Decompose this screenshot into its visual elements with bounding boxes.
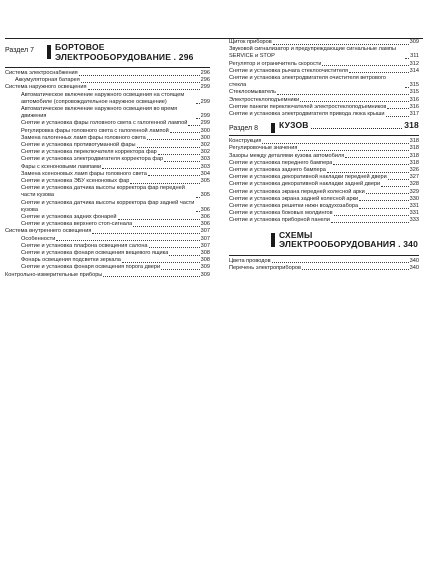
toc-entry[interactable] (229, 167, 419, 174)
toc-entry[interactable] (5, 264, 210, 271)
toc-entry-title: Система электроснабжения (5, 70, 78, 76)
section-7-title-line2: ЭЛЕКТРООБОРУДОВАНИЕ (55, 51, 172, 62)
dot-leader (387, 108, 408, 109)
dot-leader (196, 197, 200, 198)
toc-entry[interactable] (229, 174, 419, 181)
toc-entry[interactable] (229, 153, 419, 160)
dot-leader (164, 161, 199, 162)
dot-leader (386, 116, 409, 117)
toc-entry-page: 318 (409, 145, 419, 152)
dot-leader (388, 179, 409, 180)
toc-entry-title: Электростеклоподъемники (229, 96, 300, 103)
dot-leader (92, 233, 199, 234)
dot-leader (88, 89, 200, 90)
toc-entry-page: 306 (200, 206, 210, 213)
toc-entry[interactable] (5, 156, 210, 163)
toc-entry[interactable] (5, 171, 210, 178)
toc-entry-title: Автоматическое включение наружного освещения во время движения (21, 106, 178, 120)
dot-leader (359, 208, 409, 209)
dot-leader (334, 215, 409, 216)
toc-entry-title: Снятие панели переключателей электростеклоподъемников (229, 103, 387, 110)
toc-entry-page: 302 (200, 142, 210, 149)
toc-list (229, 39, 419, 118)
toc-entry[interactable] (5, 272, 210, 279)
dot-leader (103, 276, 199, 277)
toc-entry-page: 307 (200, 228, 210, 235)
toc-entry-title: Снятие и установка переднего бампера (229, 159, 333, 166)
toc-entry[interactable] (5, 164, 210, 171)
section-7-label: Раздел 7 (5, 47, 34, 54)
section-8-label: Раздел 8 (229, 125, 258, 133)
toc-entry[interactable] (5, 250, 210, 257)
toc-entry-title: Перечень электроприборов (229, 264, 301, 271)
toc-entry-title: Система наружного освещения (5, 84, 87, 91)
toc-entry-page: 308 (200, 257, 210, 264)
dot-leader (148, 175, 200, 176)
toc-entry[interactable] (5, 84, 210, 91)
dot-leader (300, 101, 408, 102)
toc-entry-title: Звуковой сигнализатор и предупреждающие сигнальные лампы SERVICE и STOP (229, 46, 396, 60)
toc-list (5, 70, 210, 279)
section-marker (271, 123, 275, 133)
toc-entry-page: 309 (409, 39, 419, 45)
toc-entry-page: 316 (409, 103, 419, 110)
dot-leader (333, 164, 408, 165)
section-8-title (279, 121, 419, 131)
toc-entry[interactable] (229, 181, 419, 188)
toc-entry-page: 311 (410, 53, 419, 60)
section-7-rule (5, 67, 210, 68)
toc-entry-title: Стеклоомыватель (229, 89, 277, 96)
dot-leader (345, 157, 408, 158)
toc-entry-page: 309 (200, 264, 210, 271)
dot-leader (161, 269, 200, 270)
toc-entry-page: 307 (200, 242, 210, 249)
section-8-header (229, 121, 419, 133)
toc-entry-title: Снятие и установка решетки нижн воздухозабора (229, 203, 359, 210)
toc-entry-page: 331 (409, 203, 419, 210)
toc-entry-title: Снятие и установка датчика высоты корректора фар передней части кузова (21, 185, 185, 199)
toc-entry-title: Снятие и установка ЭБУ ксеноновых фар (21, 178, 130, 185)
toc-entry[interactable] (229, 189, 419, 196)
toc-entry[interactable] (5, 149, 210, 156)
toc-list (229, 258, 419, 272)
toc-entry[interactable] (5, 142, 210, 149)
toc-entry-page: 299 (200, 84, 210, 91)
toc-entry-title: Регулировка фары головного света с галогенной лампой (21, 127, 169, 134)
dot-leader (359, 200, 408, 201)
section-9-title-line1: СХЕМЫ (279, 229, 313, 240)
dot-leader (298, 150, 408, 151)
section-9-title-line2: ЭЛЕКТРООБОРУДОВАНИЯ (279, 239, 396, 250)
toc-entry[interactable] (229, 210, 419, 217)
toc-entry[interactable] (229, 145, 419, 152)
toc-entry-page: 299 (200, 113, 210, 120)
toc-entry-page: 303 (200, 156, 210, 163)
toc-entry-title: Система внутреннего освещения (5, 228, 92, 235)
toc-entry-title: Снятие и установка боковых молдингов (229, 210, 333, 217)
dot-leader (273, 44, 409, 45)
toc-entry-page: 340 (409, 257, 419, 264)
toc-entry-title: Снятие и установка электродвигателя корректора фар (21, 156, 164, 163)
toc-entry-page: 330 (409, 195, 419, 202)
dot-leader (122, 262, 200, 263)
toc-entry[interactable] (229, 138, 419, 145)
toc-entry-page: 307 (200, 235, 210, 242)
toc-entry[interactable] (5, 70, 210, 77)
toc-entry[interactable] (5, 77, 210, 84)
toc-entry-page: 327 (409, 174, 419, 181)
toc-entry-title: Снятие и установка электродвигателя привода люка крыши (229, 111, 385, 118)
toc-entry-page: 318 (409, 159, 419, 166)
section-marker (47, 45, 51, 59)
toc-entry-title: Замена ксеноновых ламп фары головного света (21, 170, 147, 177)
toc-entry[interactable] (5, 178, 210, 185)
toc-entry[interactable] (5, 243, 210, 250)
toc-entry[interactable] (229, 68, 419, 75)
toc-entry-title: Цвета проводов (229, 257, 271, 264)
dot-leader (118, 219, 200, 220)
dot-leader (133, 226, 199, 227)
toc-entry-page: 317 (409, 111, 419, 118)
dot-leader (56, 240, 199, 241)
toc-entry[interactable] (229, 160, 419, 167)
dot-leader (405, 87, 409, 88)
toc-entry[interactable] (229, 104, 419, 111)
toc-entry-title: Снятие и установка задних фонарей (21, 214, 117, 221)
toc-entry-page: 314 (409, 67, 419, 74)
toc-entry-page: 296 (200, 77, 210, 84)
toc-entry-page: 306 (200, 221, 210, 228)
dot-leader (130, 183, 199, 184)
toc-entry-title: Замена галогенных ламп фары головного света (21, 134, 146, 141)
toc-entry[interactable] (229, 97, 419, 104)
section-7-title-line1: БОРТОВОЕ (55, 42, 105, 52)
toc-entry-page: 299 (200, 120, 210, 127)
dot-leader (137, 147, 200, 148)
toc-entry[interactable] (229, 217, 419, 224)
toc-entry-page: 316 (409, 96, 419, 103)
toc-entry-page: 340 (409, 264, 419, 271)
toc-entry-page: 331 (409, 210, 419, 217)
toc-entry[interactable] (5, 200, 210, 214)
toc-entry-page: 326 (409, 167, 419, 174)
toc-entry-page: 315 (409, 82, 419, 89)
toc-entry[interactable] (229, 203, 419, 210)
toc-entry-page: 300 (200, 127, 210, 134)
toc-entry-title: Снятие и установка электродвигателя очистителя ветрового стекла (229, 75, 386, 89)
toc-entry-page: 312 (409, 60, 419, 67)
toc-entry-title: Снятие и установка верхнего стоп-сигнала (21, 221, 133, 228)
toc-entry-title: Регулятор и ограничитель скорости (229, 60, 322, 67)
toc-entry-page: 309 (200, 271, 210, 278)
toc-entry[interactable] (5, 257, 210, 264)
toc-entry[interactable] (229, 46, 419, 60)
toc-entry-page: 304 (200, 170, 210, 177)
section-7-header (5, 43, 210, 62)
dot-leader (349, 72, 409, 73)
toc-left-column (5, 37, 210, 279)
section-9-title: СХЕМЫ ЭЛЕКТРООБОРУДОВАНИЯ . 340 (279, 229, 419, 250)
toc-entry[interactable] (5, 236, 210, 243)
section-9-page: 340 (403, 239, 419, 250)
toc-entry-page: 300 (200, 134, 210, 141)
dot-leader (302, 269, 409, 270)
dot-leader (188, 125, 199, 126)
section-8-rule (229, 135, 419, 136)
toc-entry-title: Снятие и установка экрана задней колесной арки (229, 195, 359, 202)
toc-entry-title: Особенности (21, 235, 56, 242)
dot-leader (331, 222, 409, 223)
toc-entry-page: 328 (409, 181, 419, 188)
toc-entry-page: 303 (200, 163, 210, 170)
toc-entry-title: Снятие и установка приборной панели (229, 217, 330, 224)
toc-entry-title: Фонарь освещения подсветки зеркала (21, 257, 121, 264)
toc-entry-page: 315 (409, 89, 419, 96)
toc-entry[interactable] (229, 61, 419, 68)
toc-entry[interactable] (229, 111, 419, 118)
toc-entry[interactable] (5, 221, 210, 228)
dot-leader (272, 262, 409, 263)
toc-entry[interactable] (5, 92, 210, 106)
toc-entry-title: Зазоры между деталями кузова автомобиля (229, 152, 345, 159)
toc-entry-page: 306 (200, 214, 210, 221)
section-marker (271, 233, 275, 247)
dot-leader (277, 94, 409, 95)
toc-entry[interactable] (5, 228, 210, 235)
toc-entry-page: 329 (409, 188, 419, 195)
toc-list (229, 138, 419, 224)
toc-entry-title: Снятие и установка датчика высоты корректора фар задней части кузова (21, 199, 195, 213)
toc-entry-title: Снятие и установка фары головного света с галогенной лампой (21, 120, 188, 127)
toc-entry[interactable] (229, 89, 419, 96)
toc-entry-page: 302 (200, 149, 210, 156)
toc-entry-title: Конструкция (229, 138, 262, 145)
toc-entry-title: Фары с ксеноновыми лампами (21, 163, 102, 170)
toc-entry[interactable] (229, 265, 419, 272)
dot-leader (366, 193, 409, 194)
toc-entry-title: Автоматическое включение наружного освещения на стоящем автомобиле (сопровождательное наружное освещение) (21, 91, 185, 105)
toc-entry[interactable] (5, 120, 210, 127)
toc-entry-title: Аккумуляторная батарея (15, 77, 80, 84)
toc-entry[interactable] (5, 214, 210, 221)
dot-leader (327, 172, 409, 173)
toc-entry-title: Снятие и установка фонаря освещения вещевого ящика (21, 250, 169, 257)
section-8-page: 318 (404, 120, 419, 131)
section-9-rule (229, 255, 419, 256)
toc-entry-page: 333 (409, 217, 419, 224)
toc-entry[interactable] (229, 258, 419, 265)
dot-leader (322, 65, 408, 66)
dot-leader (196, 118, 200, 119)
toc-entry[interactable] (5, 128, 210, 135)
toc-entry-title: Снятие и установка декоративной накладки передней двери (229, 174, 387, 181)
toc-entry-title: Щиток приборов (229, 39, 272, 45)
toc-entry[interactable] (229, 75, 419, 89)
toc-entry-page: 318 (409, 152, 419, 159)
toc-entry[interactable] (5, 135, 210, 142)
dot-leader (170, 132, 200, 133)
dot-leader (147, 139, 200, 140)
section-9-header (229, 231, 419, 250)
dot-leader (81, 82, 200, 83)
toc-entry[interactable] (5, 185, 210, 199)
toc-entry-title: Снятие и установка декоративной накладки задней двери (229, 181, 381, 188)
dot-leader (405, 58, 409, 59)
dot-leader (79, 75, 200, 76)
dot-leader (149, 247, 200, 248)
toc-entry-page: 296 (200, 70, 210, 76)
section-7-title: БОРТОВОЕ ЭЛЕКТРООБОРУДОВАНИЕ . 296 (55, 42, 194, 62)
toc-entry[interactable] (229, 39, 419, 46)
toc-entry-page: 305 (200, 192, 210, 199)
toc-entry-title: Снятие и установка заднего бампера (229, 167, 326, 174)
toc-entry[interactable] (5, 106, 210, 120)
toc-entry[interactable] (229, 196, 419, 203)
toc-entry-title: Снятие и установка экрана передней колесной арки (229, 188, 365, 195)
toc-entry-title: Регулировочные значения (229, 145, 298, 152)
toc-entry-page: 308 (200, 250, 210, 257)
toc-entry-page: 299 (200, 98, 210, 105)
dot-leader (196, 211, 200, 212)
section-7-page: 296 (178, 51, 194, 62)
toc-entry-page: 305 (200, 178, 210, 185)
toc-entry-title: Снятие и установка противотуманной фары (21, 142, 136, 149)
toc-entry-title: Снятие и установка переключателя корректора фар (21, 149, 157, 156)
dot-leader (381, 186, 408, 187)
dot-leader (262, 143, 408, 144)
dot-leader (169, 255, 199, 256)
dot-leader (158, 154, 200, 155)
toc-entry-title: Снятие и установка рычага стеклоочистителя (229, 67, 349, 74)
dot-leader (196, 103, 200, 104)
toc-entry-page: 318 (409, 138, 419, 145)
dot-leader (102, 168, 200, 169)
toc-entry-title: Снятие и установка плафона освещения салона (21, 242, 148, 249)
toc-entry-title: Снятие и установка фонаря освещения порога двери (21, 264, 161, 271)
toc-entry-title: Контрольно-измерительные приборы (5, 271, 103, 278)
section-8-title-text: КУЗОВ (279, 120, 309, 131)
toc-right-column (229, 37, 419, 272)
